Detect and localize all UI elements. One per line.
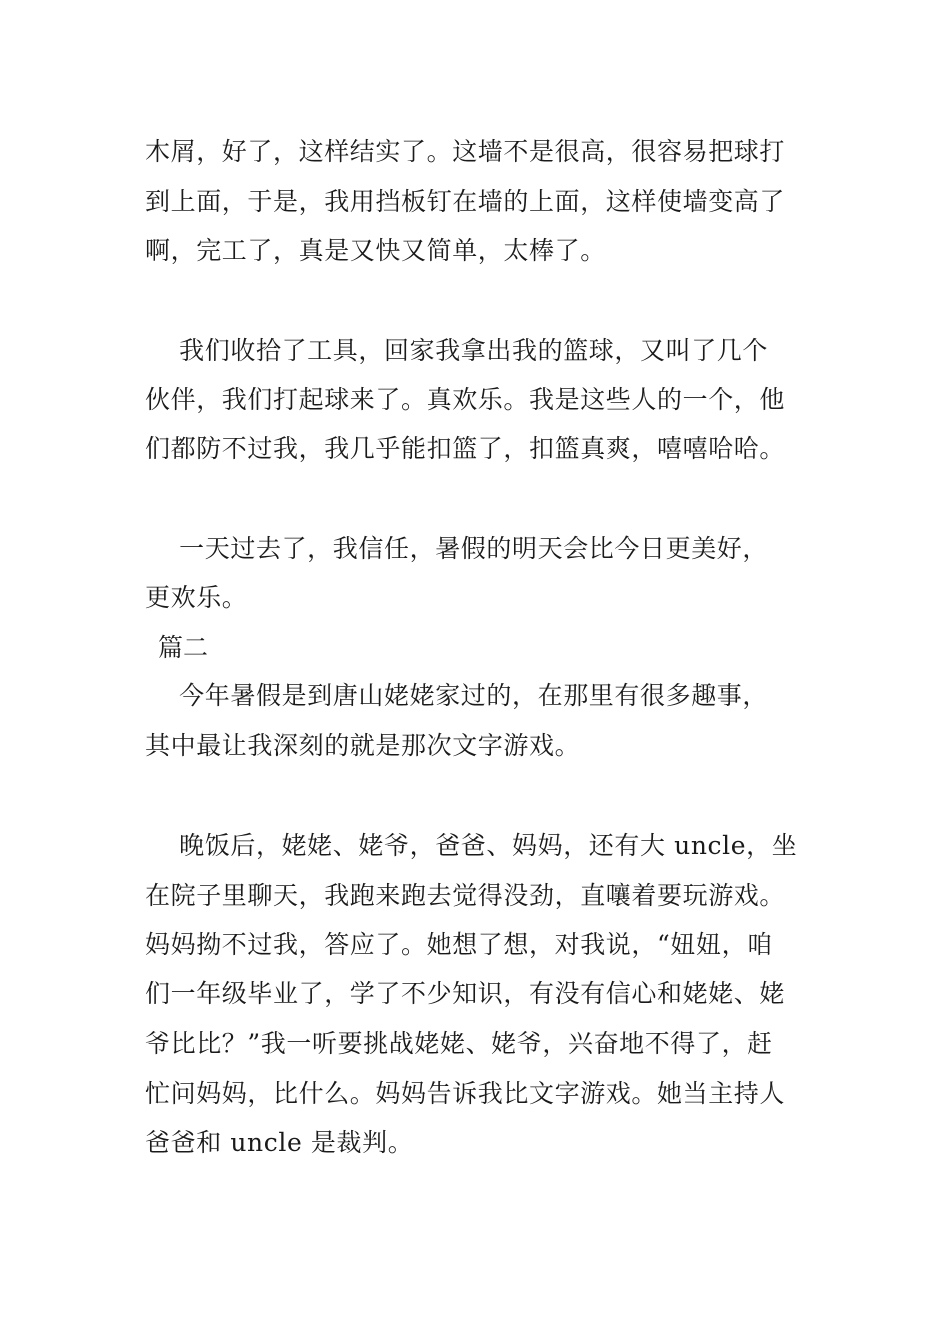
text-line: 今年暑假是到唐山姥姥家过的，在那里有很多趣事， <box>145 681 768 710</box>
text-line: 们都防不过我，我几乎能扣篮了，扣篮真爽，嘻嘻哈哈。 <box>145 434 786 463</box>
text-line: 其中最让我深刻的就是那次文字游戏。 <box>145 731 581 760</box>
text-line: 木屑，好了，这样结实了。这墙不是很高，很容易把球打 <box>145 137 786 166</box>
text-line: 妈妈拗不过我，答应了。她想了想，对我说，“妞妞，咱 <box>145 930 773 959</box>
text-line: 在院子里聊天，我跑来跑去觉得没劲，直嚷着要玩游戏。 <box>145 881 786 910</box>
text-line: 一天过去了，我信任，暑假的明天会比今日更美好， <box>145 534 768 563</box>
text-line: 忙问妈妈，比什么。妈妈告诉我比文字游戏。她当主持人 <box>145 1079 786 1108</box>
text-line: 爸爸和 uncle 是裁判。 <box>145 1128 414 1157</box>
text-line: 到上面，于是，我用挡板钉在墙的上面，这样使墙变高了 <box>145 187 786 216</box>
text-line: 更欢乐。 <box>145 583 248 612</box>
text-line: 伙伴，我们打起球来了。真欢乐。我是这些人的一个，他 <box>145 385 786 414</box>
text-line: 晚饭后，姥姥、姥爷，爸爸、妈妈，还有大 uncle，坐 <box>145 831 798 860</box>
text-line: 们一年级毕业了，学了不少知识，有没有信心和姥姥、姥 <box>145 979 786 1008</box>
section-heading: 篇二 <box>158 633 209 662</box>
text-line: 啊，完工了，真是又快又简单，太棒了。 <box>145 236 606 265</box>
text-line: 我们收拾了工具，回家我拿出我的篮球，又叫了几个 <box>145 336 768 365</box>
text-line: 爷比比？”我一听要挑战姥姥、姥爷，兴奋地不得了，赶 <box>145 1029 773 1058</box>
